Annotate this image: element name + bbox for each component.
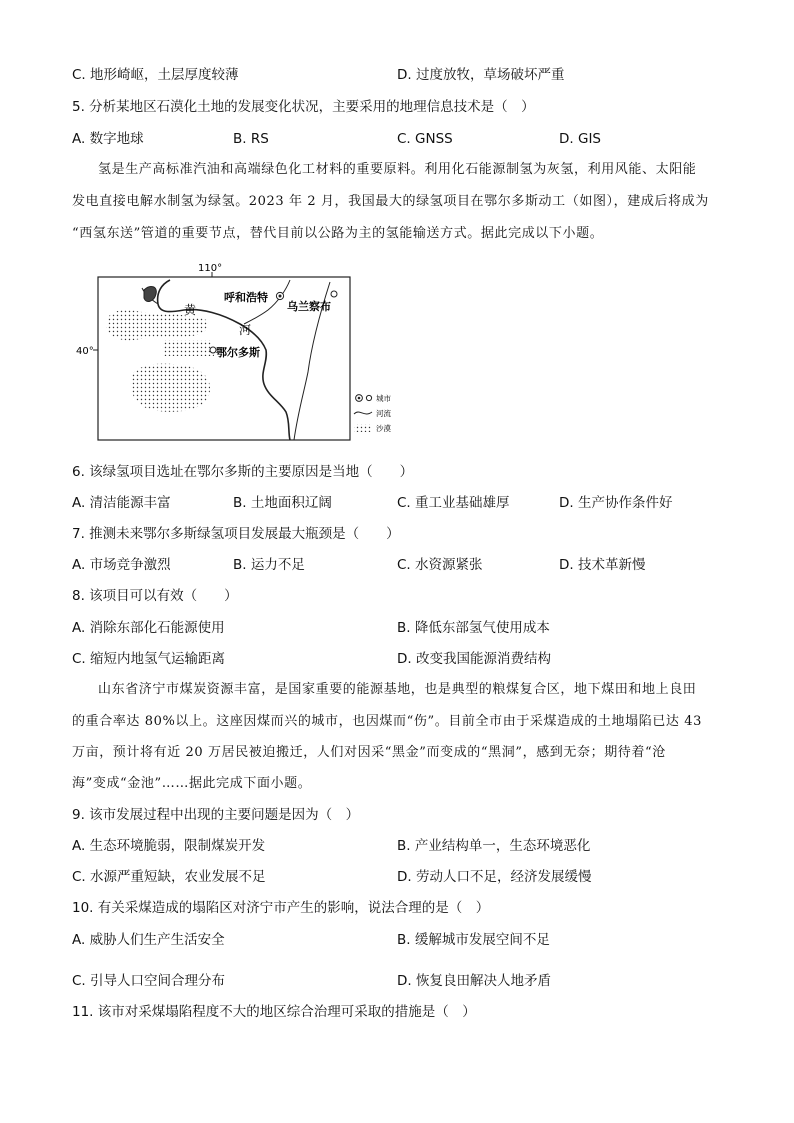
passage2-line-1: 山东省济宁市煤炭资源丰富，是国家重要的能源基地，也是典型的粮煤复合区，地下煤田和地上良田 <box>98 682 697 697</box>
q7-option-d: D. 技术革新慢 <box>559 557 646 573</box>
q6-option-a: A. 清洁能源丰富 <box>72 495 171 511</box>
city-ordos-label: 鄂尔多斯 <box>216 346 260 359</box>
lat-label: 40° <box>76 346 94 357</box>
legend-river-icon <box>354 412 372 414</box>
q8-option-b: B. 降低东部氢气使用成本 <box>397 620 550 636</box>
q9-option-b: B. 产业结构单一，生态环境恶化 <box>397 838 591 854</box>
q7-option-c: C. 水资源紧张 <box>397 557 483 573</box>
q4-option-c: C. 地形崎岖，土层厚度较薄 <box>72 67 239 83</box>
q4-option-d: D. 过度放牧，草场破坏严重 <box>397 67 565 83</box>
yellow-river <box>158 280 290 440</box>
q10-option-a: A. 威胁人们生产生活安全 <box>72 932 225 948</box>
q10-option-d: D. 恢复良田解决人地矛盾 <box>397 973 551 989</box>
passage1-line-1: 氢是生产高标准汽油和高端绿色化工材料的重要原料。利用化石能源制氢为灰氢，利用风能、太阳能 <box>98 162 697 177</box>
q5-stem: 5. 分析某地区石漠化土地的发展变化状况，主要采用的地理信息技术是（ ） <box>72 99 535 115</box>
q11-stem: 11. 该市对采煤塌陷程度不大的地区综合治理可采取的措施是（ ） <box>72 1004 476 1020</box>
river-label-2: 河 <box>239 323 252 337</box>
passage2-line-4: 海”变成“金池”……据此完成下面小题。 <box>72 776 312 791</box>
city-hohhot-dot <box>279 295 282 298</box>
q7-stem: 7. 推测未来鄂尔多斯绿氢项目发展最大瓶颈是（ ） <box>72 526 400 542</box>
q8-option-d: D. 改变我国能源消费结构 <box>397 651 551 667</box>
q5-option-c: C. GNSS <box>397 131 453 147</box>
q6-option-d: D. 生产协作条件好 <box>559 495 673 511</box>
q8-option-a: A. 消除东部化石能源使用 <box>72 620 225 636</box>
q8-stem: 8. 该项目可以有效（ ） <box>72 588 238 604</box>
passage1-line-3: “西氢东送”管道的重要节点，替代目前以公路为主的氢能输送方式。据此完成以下小题。 <box>72 226 604 241</box>
ordos-location-map <box>72 262 392 442</box>
q6-option-c: C. 重工业基础雄厚 <box>397 495 510 511</box>
q10-option-b: B. 缓解城市发展空间不足 <box>397 932 550 948</box>
passage1-line-2: 发电直接电解水制氢为绿氢。2023 年 2 月，我国最大的绿氢项目在鄂尔多斯动工（如图），建成后将成为 <box>72 194 709 209</box>
q6-option-b: B. 土地面积辽阔 <box>233 495 332 511</box>
city-hohhot-label: 呼和浩特 <box>224 291 268 304</box>
q9-option-c: C. 水源严重短缺，农业发展不足 <box>72 869 266 885</box>
q5-option-a: A. 数字地球 <box>72 131 144 147</box>
q9-stem: 9. 该市发展过程中出现的主要问题是因为（ ） <box>72 807 360 823</box>
legend-desert-icon <box>354 424 372 432</box>
q6-stem: 6. 该绿氢项目选址在鄂尔多斯的主要原因是当地（ ） <box>72 464 414 480</box>
desert-strip <box>164 340 214 356</box>
q5-option-d: D. GIS <box>559 131 601 147</box>
legend-desert-label: 沙漠 <box>376 424 391 433</box>
lake-marker <box>144 287 156 302</box>
desert-mu-us <box>130 364 210 412</box>
q10-stem: 10. 有关采煤造成的塌陷区对济宁市产生的影响，说法合理的是（ ） <box>72 900 490 916</box>
river-label-1: 黄 <box>184 303 197 317</box>
q10-option-c: C. 引导人口空间合理分布 <box>72 973 226 989</box>
q7-option-b: B. 运力不足 <box>233 557 305 573</box>
q9-option-a: A. 生态环境脆弱，限制煤炭开发 <box>72 838 266 854</box>
lon-label: 110° <box>198 263 223 274</box>
q7-option-a: A. 市场竞争激烈 <box>72 557 171 573</box>
passage2-line-2: 的重合率达 80%以上。这座因煤而兴的城市，也因煤而“伤”。目前全市由于采煤造成的土地塌陷已达 43 <box>72 714 702 729</box>
q8-option-c: C. 缩短内地氢气运输距离 <box>72 651 226 667</box>
passage2-line-3: 万亩，预计将有近 20 万居民被迫搬迁，人们对因采“黑金”而变成的“黑洞”，感到无奈；期待着“沧 <box>72 745 666 760</box>
city-ulanqab-marker <box>331 291 337 297</box>
legend-city-label: 城市 <box>376 394 391 403</box>
q9-option-d: D. 劳动人口不足，经济发展缓慢 <box>397 869 592 885</box>
legend-river-label: 河流 <box>376 409 391 418</box>
city-ulanqab-label: 乌兰察布 <box>287 300 331 313</box>
q5-option-b: B. RS <box>233 131 269 147</box>
